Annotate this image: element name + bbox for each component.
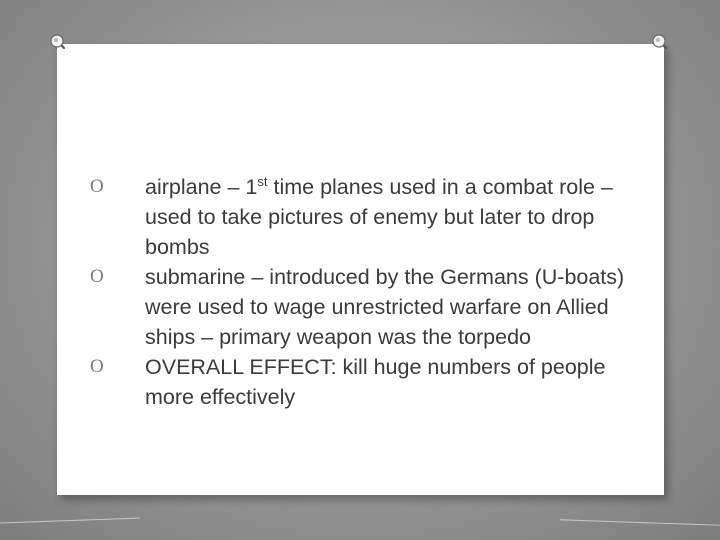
bullet-marker: O (90, 266, 104, 287)
bullet-item (90, 172, 630, 262)
bullet-text: submarine – introduced by the Germans (U-boats) were used to wage unrestricted warfare on Allied ships – primary weapon was the torpedo (145, 265, 625, 349)
bullet-text (145, 175, 613, 259)
edge-line-bottom-left (0, 518, 140, 524)
bullet-marker: O (90, 176, 104, 197)
bullet-item (90, 352, 630, 412)
bullet-list (90, 172, 630, 412)
bullet-marker: O (90, 356, 104, 377)
edge-line-bottom-right (560, 519, 720, 526)
bullet-item (90, 262, 630, 352)
superscript: st (257, 174, 268, 189)
bullet-lead: airplane – 1 (145, 175, 258, 199)
pushpin-icon (650, 32, 670, 52)
bullet-rest: time planes used in a combat role – used to take pictures of enemy but later to drop bombs (145, 175, 613, 259)
bullet-text: OVERALL EFFECT: kill huge numbers of people more effectively (145, 355, 606, 409)
pushpin-icon (48, 32, 68, 52)
